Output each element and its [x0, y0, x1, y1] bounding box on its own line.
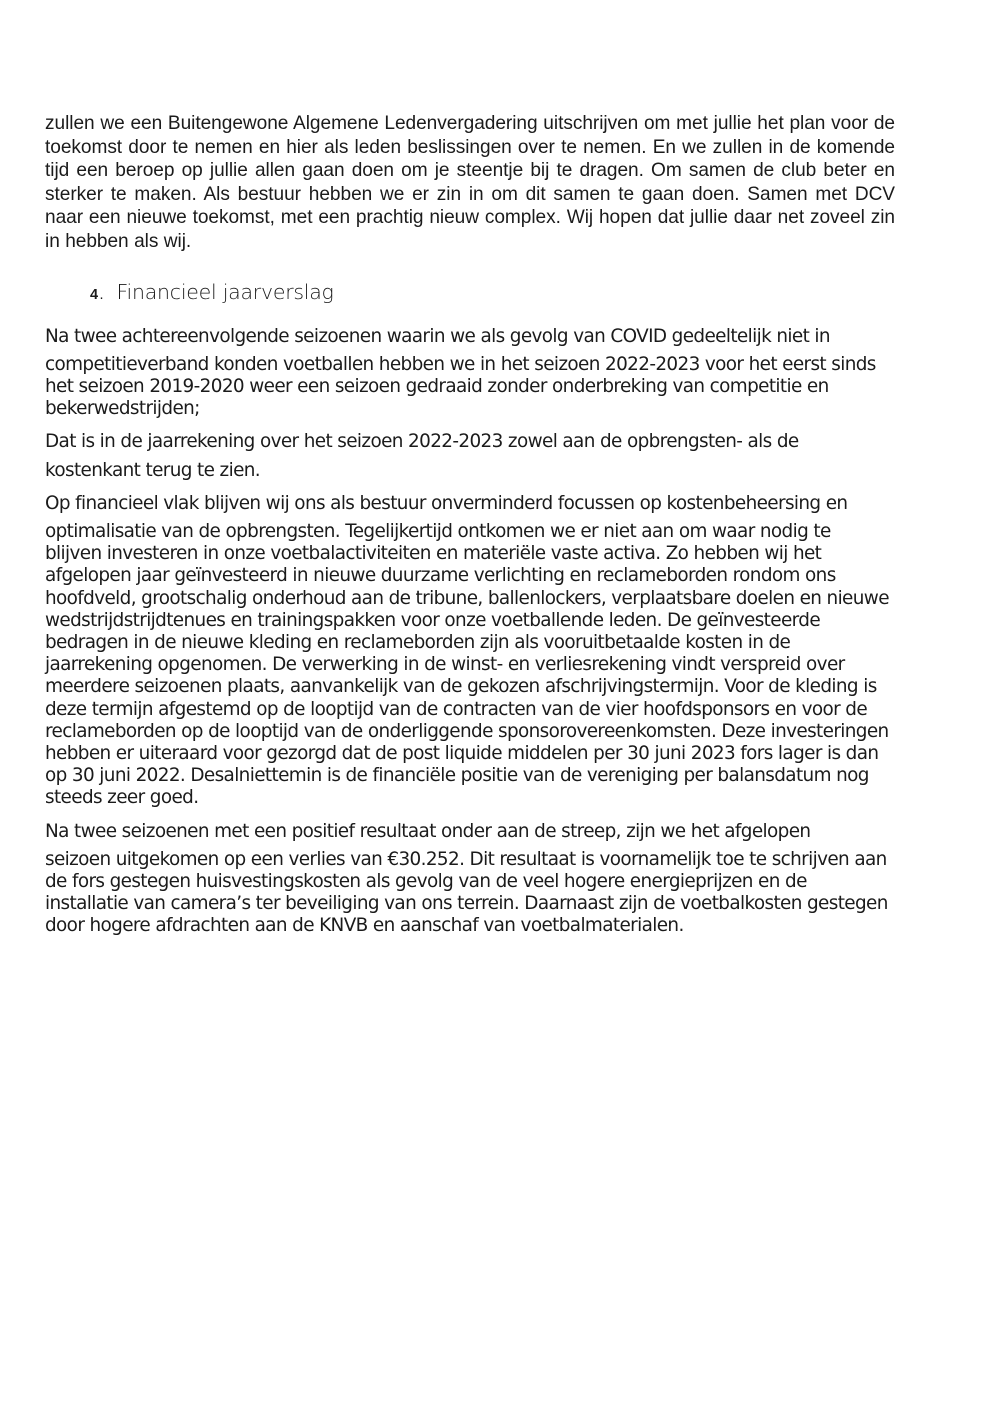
section-number: 4: [90, 286, 99, 303]
paragraph-rest: optimalisatie van de opbrengsten. Tegelijkertijd ontkomen we er niet aan om waar nodig te blijven investeren in onze voetbalactiviteiten en materiële vaste activa. Zo hebben wij het afgelopen jaar geïnvesteerd in nieuwe duurzame verlichting en reclameborden rondom ons hoofdveld, grootschalig onderhoud aan de tribune, ballenlockers, verplaatsbare doelen en nieuwe wedstrijdstrijdtenues en trainingspakken voor onze voetballende leden. De geïnvesteerde bedragen in de nieuwe kleding en reclameborden zijn als vooruitbetaalde kosten in de jaarrekening opgenomen. De verwerking in de winst- en verliesrekening vindt verspreid over meerdere seizoenen plaats, aanvankelijk van de gekozen afschrijvingstermijn. Voor de kleding is deze termijn afgestemd op de looptijd van de contracten van de vier hoofdsponsors en voor de reclameborden op de looptijd van de onderliggende sponsorovereenkomsten. Deze investeringen hebben er uiteraard voor gezorgd dat de post liquide middelen per 30 juni 2023 fors lager is dan op 30 juni 2022. Desalniettemin is de financiële positie van de vereniging per balansdatum nog steeds zeer goed.: [45, 520, 889, 809]
paragraph-rest: seizoen uitgekomen op een verlies van €30.252. Dit resultaat is voornamelijk toe te schrijven aan de fors gestegen huisvestingskosten als gevolg van de veel hogere energieprijzen en de installatie van camera’s ter beveiliging van ons terrein. Daarnaast zijn de voetbalkosten gestegen door hogere afdrachten aan de KNVB en aanschaf van voetbalmaterialen.: [45, 848, 888, 937]
paragraph-lead-line: Op financieel vlak blijven wij ons als bestuur onverminderd focussen op kostenbeheersing en: [45, 492, 848, 514]
document-body: [45, 112, 895, 938]
paragraph-covid-seizoen: [45, 326, 890, 421]
financial-report-body: [45, 326, 895, 938]
section-number-separator: .: [99, 286, 104, 303]
paragraph-lead-line: Na twee seizoenen met een positief resultaat onder aan de streep, zijn we het afgelopen: [45, 820, 811, 842]
paragraph-rest: competitieverband konden voetballen hebben we in het seizoen 2022-2023 voor het eerst sinds het seizoen 2019-2020 weer een seizoen gedraaid zonder onderbreking van competitie en bekerwedstrijden;: [45, 353, 876, 420]
paragraph-kostenbeheersing: [45, 493, 890, 810]
paragraph-verlies: [45, 821, 890, 938]
carryover-paragraph: zullen we een Buitengewone Algemene Ledenvergadering uitschrijven om met jullie het plan voor de toekomst door te nemen en hier als leden beslissingen over te nemen. En we zullen in de komende tijd een beroep op jullie allen gaan doen om je steentje bij te dragen. Om samen de club beter en sterker te maken. Als bestuur hebben we er zin in om dit samen te gaan doen. Samen met DCV naar een nieuwe toekomst, met een prachtig nieuw complex. Wij hopen dat jullie daar net zoveel zin in hebben als wij.: [45, 113, 895, 252]
section-title: Financieel jaarverslag: [116, 279, 334, 304]
paragraph-lead-line: Na twee achtereenvolgende seizoenen waarin we als gevolg van COVID gedeeltelijk niet in: [45, 325, 830, 347]
paragraph-lead-line: Dat is in de jaarrekening over het seizoen 2022-2023 zowel aan de opbrengsten- als de: [45, 431, 799, 453]
section-heading: [90, 280, 895, 304]
paragraph-jaarrekening: [45, 431, 890, 481]
paragraph-rest: kostenkant terug te zien.: [45, 459, 261, 481]
